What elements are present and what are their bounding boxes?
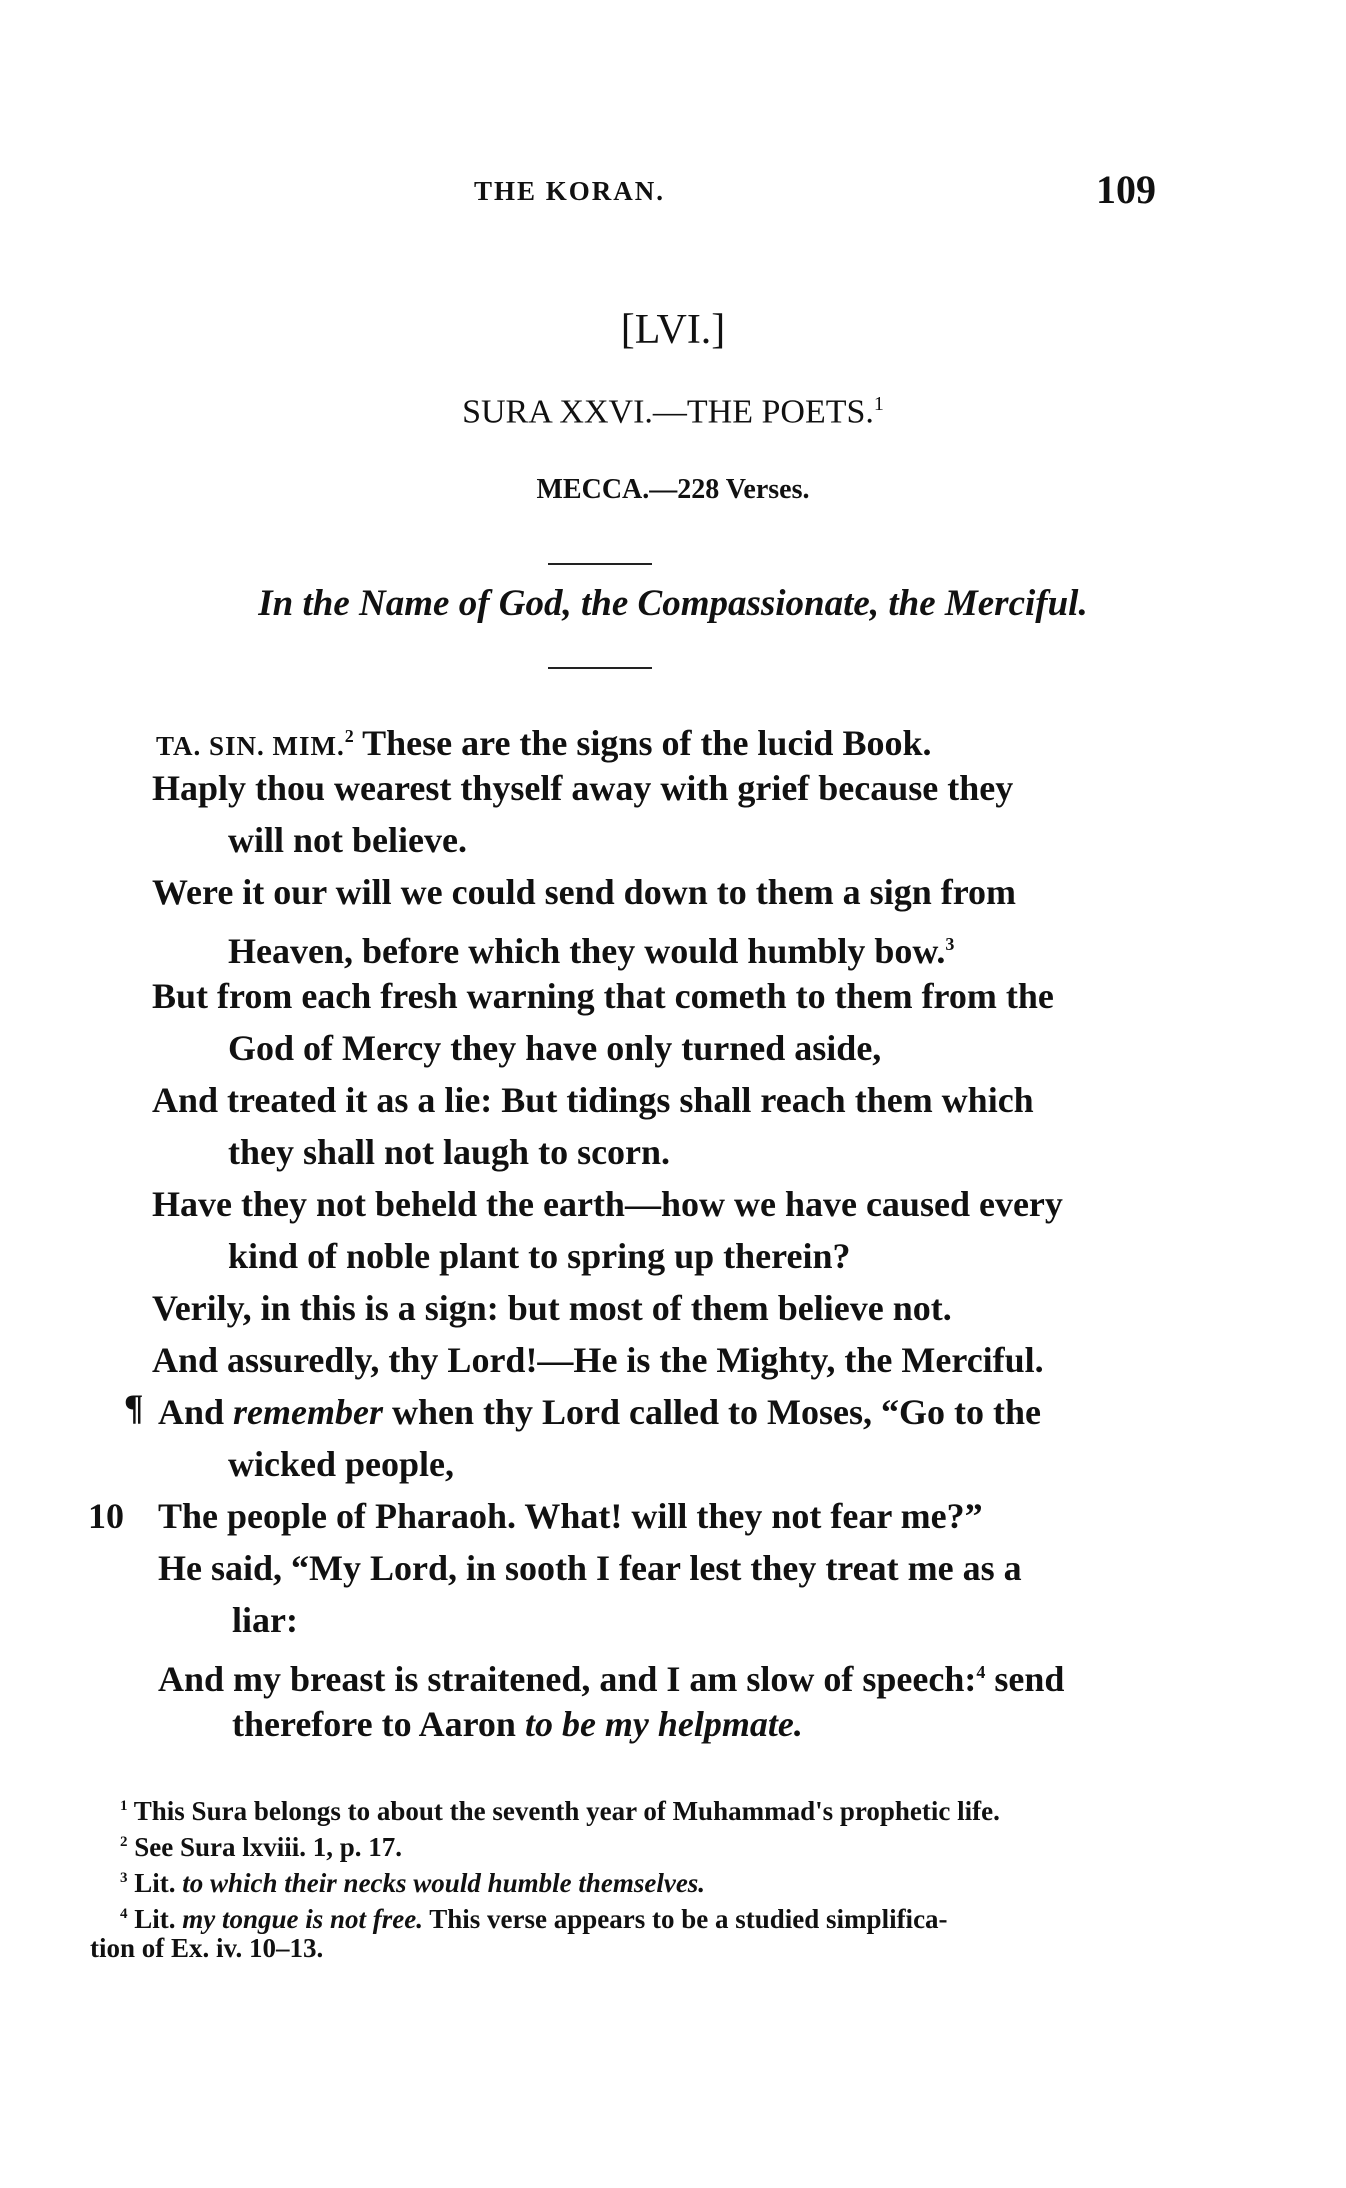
verse-text: And (158, 1392, 234, 1432)
verse-line: He said, “My Lord, in sooth I fear lest they treat me as a (158, 1548, 1022, 1588)
verse-line: Have they not beheld the earth—how we have caused every (152, 1184, 1063, 1224)
verse-line (158, 1386, 1041, 1438)
footnote-3 (120, 1862, 705, 1900)
verse-line: kind of noble plant to spring up therein? (228, 1236, 851, 1276)
divider-bottom (548, 667, 652, 669)
sura-title (0, 393, 1346, 431)
footnote-ref-1: 1 (873, 393, 884, 415)
footnote-ref-3: 3 (945, 934, 955, 954)
verse-italic: remember (233, 1392, 384, 1432)
verse-line: liar: (232, 1600, 298, 1640)
footnote-ref-4: 4 (976, 1662, 986, 1682)
footnote-text: Lit. (134, 1904, 183, 1934)
verse-line: wicked people, (228, 1444, 455, 1484)
verse-text: These are the signs of the lucid Book. (353, 723, 932, 763)
footnote-ref-2: 2 (344, 726, 354, 746)
footnote-number: 2 (120, 1834, 128, 1850)
mystic-letters: TA. SIN. MIM. (156, 731, 345, 761)
verse-line: God of Mercy they have only turned aside, (228, 1028, 882, 1068)
verse-text: send (985, 1659, 1065, 1699)
verse-text: when thy Lord called to Moses, “Go to the (383, 1392, 1041, 1432)
footnote-4-continued: tion of Ex. iv. 10–13. (90, 1933, 324, 1963)
verse-italic: to be my helpmate. (524, 1704, 803, 1744)
footnote-text: This verse appears to be a studied simplifica- (423, 1904, 948, 1934)
verse-line: And assuredly, thy Lord!—He is the Mighty, the Merciful. (152, 1340, 1044, 1380)
footnote-number: 3 (120, 1870, 128, 1886)
verse-line: The people of Pharaoh. What! will they not fear me?” (158, 1496, 983, 1536)
page-number: 109 (1096, 167, 1156, 212)
sura-title-text: SURA XXVI.—THE POETS. (462, 393, 874, 431)
invocation: In the Name of God, the Compassionate, the Merciful. (258, 583, 1088, 624)
verse-line (158, 1646, 1064, 1705)
verse-line: Haply thou wearest thyself away with grief because they (152, 768, 1014, 808)
footnote-number: 1 (120, 1798, 128, 1814)
footnote-number: 4 (120, 1906, 128, 1922)
verse-line (232, 1698, 803, 1750)
sura-origin: MECCA.—228 Verses. (536, 474, 810, 505)
footnote-1 (120, 1790, 1000, 1828)
verse-line: they shall not laugh to scorn. (228, 1132, 671, 1172)
footnote-text: Lit. (134, 1868, 183, 1898)
verse-line: But from each fresh warning that cometh to them from the (152, 976, 1054, 1016)
footnote-text: See Sura lxviii. 1, p. 17. (134, 1832, 403, 1862)
verse-text: therefore to Aaron (232, 1704, 525, 1744)
verse-line: will not believe. (228, 820, 467, 860)
verse-number: 10 (88, 1496, 124, 1536)
verse-line: And treated it as a lie: But tidings shall reach them which (152, 1080, 1034, 1120)
footnote-text: This Sura belongs to about the seventh year of Muhammad's prophetic life. (133, 1796, 1000, 1826)
footnote-italic: to which their necks would humble themselves. (182, 1868, 706, 1898)
verse-line: Verily, in this is a sign: but most of them believe not. (152, 1288, 952, 1328)
verse-text: And my breast is straitened, and I am slow of speech: (158, 1659, 977, 1699)
footnote-italic: my tongue is not free. (182, 1904, 424, 1934)
chapter-roman-number: [LVI.] (620, 307, 726, 353)
footnote-2 (120, 1826, 402, 1864)
verse-text: Heaven, before which they would humbly bow. (228, 931, 946, 971)
verse-line: Were it our will we could send down to them a sign from (152, 872, 1017, 912)
divider-top (548, 563, 652, 565)
paragraph-mark-icon: ¶ (124, 1387, 144, 1427)
footnote-4 (120, 1898, 948, 1936)
verse-line (228, 918, 954, 977)
running-header-title: THE KORAN. (474, 176, 666, 206)
